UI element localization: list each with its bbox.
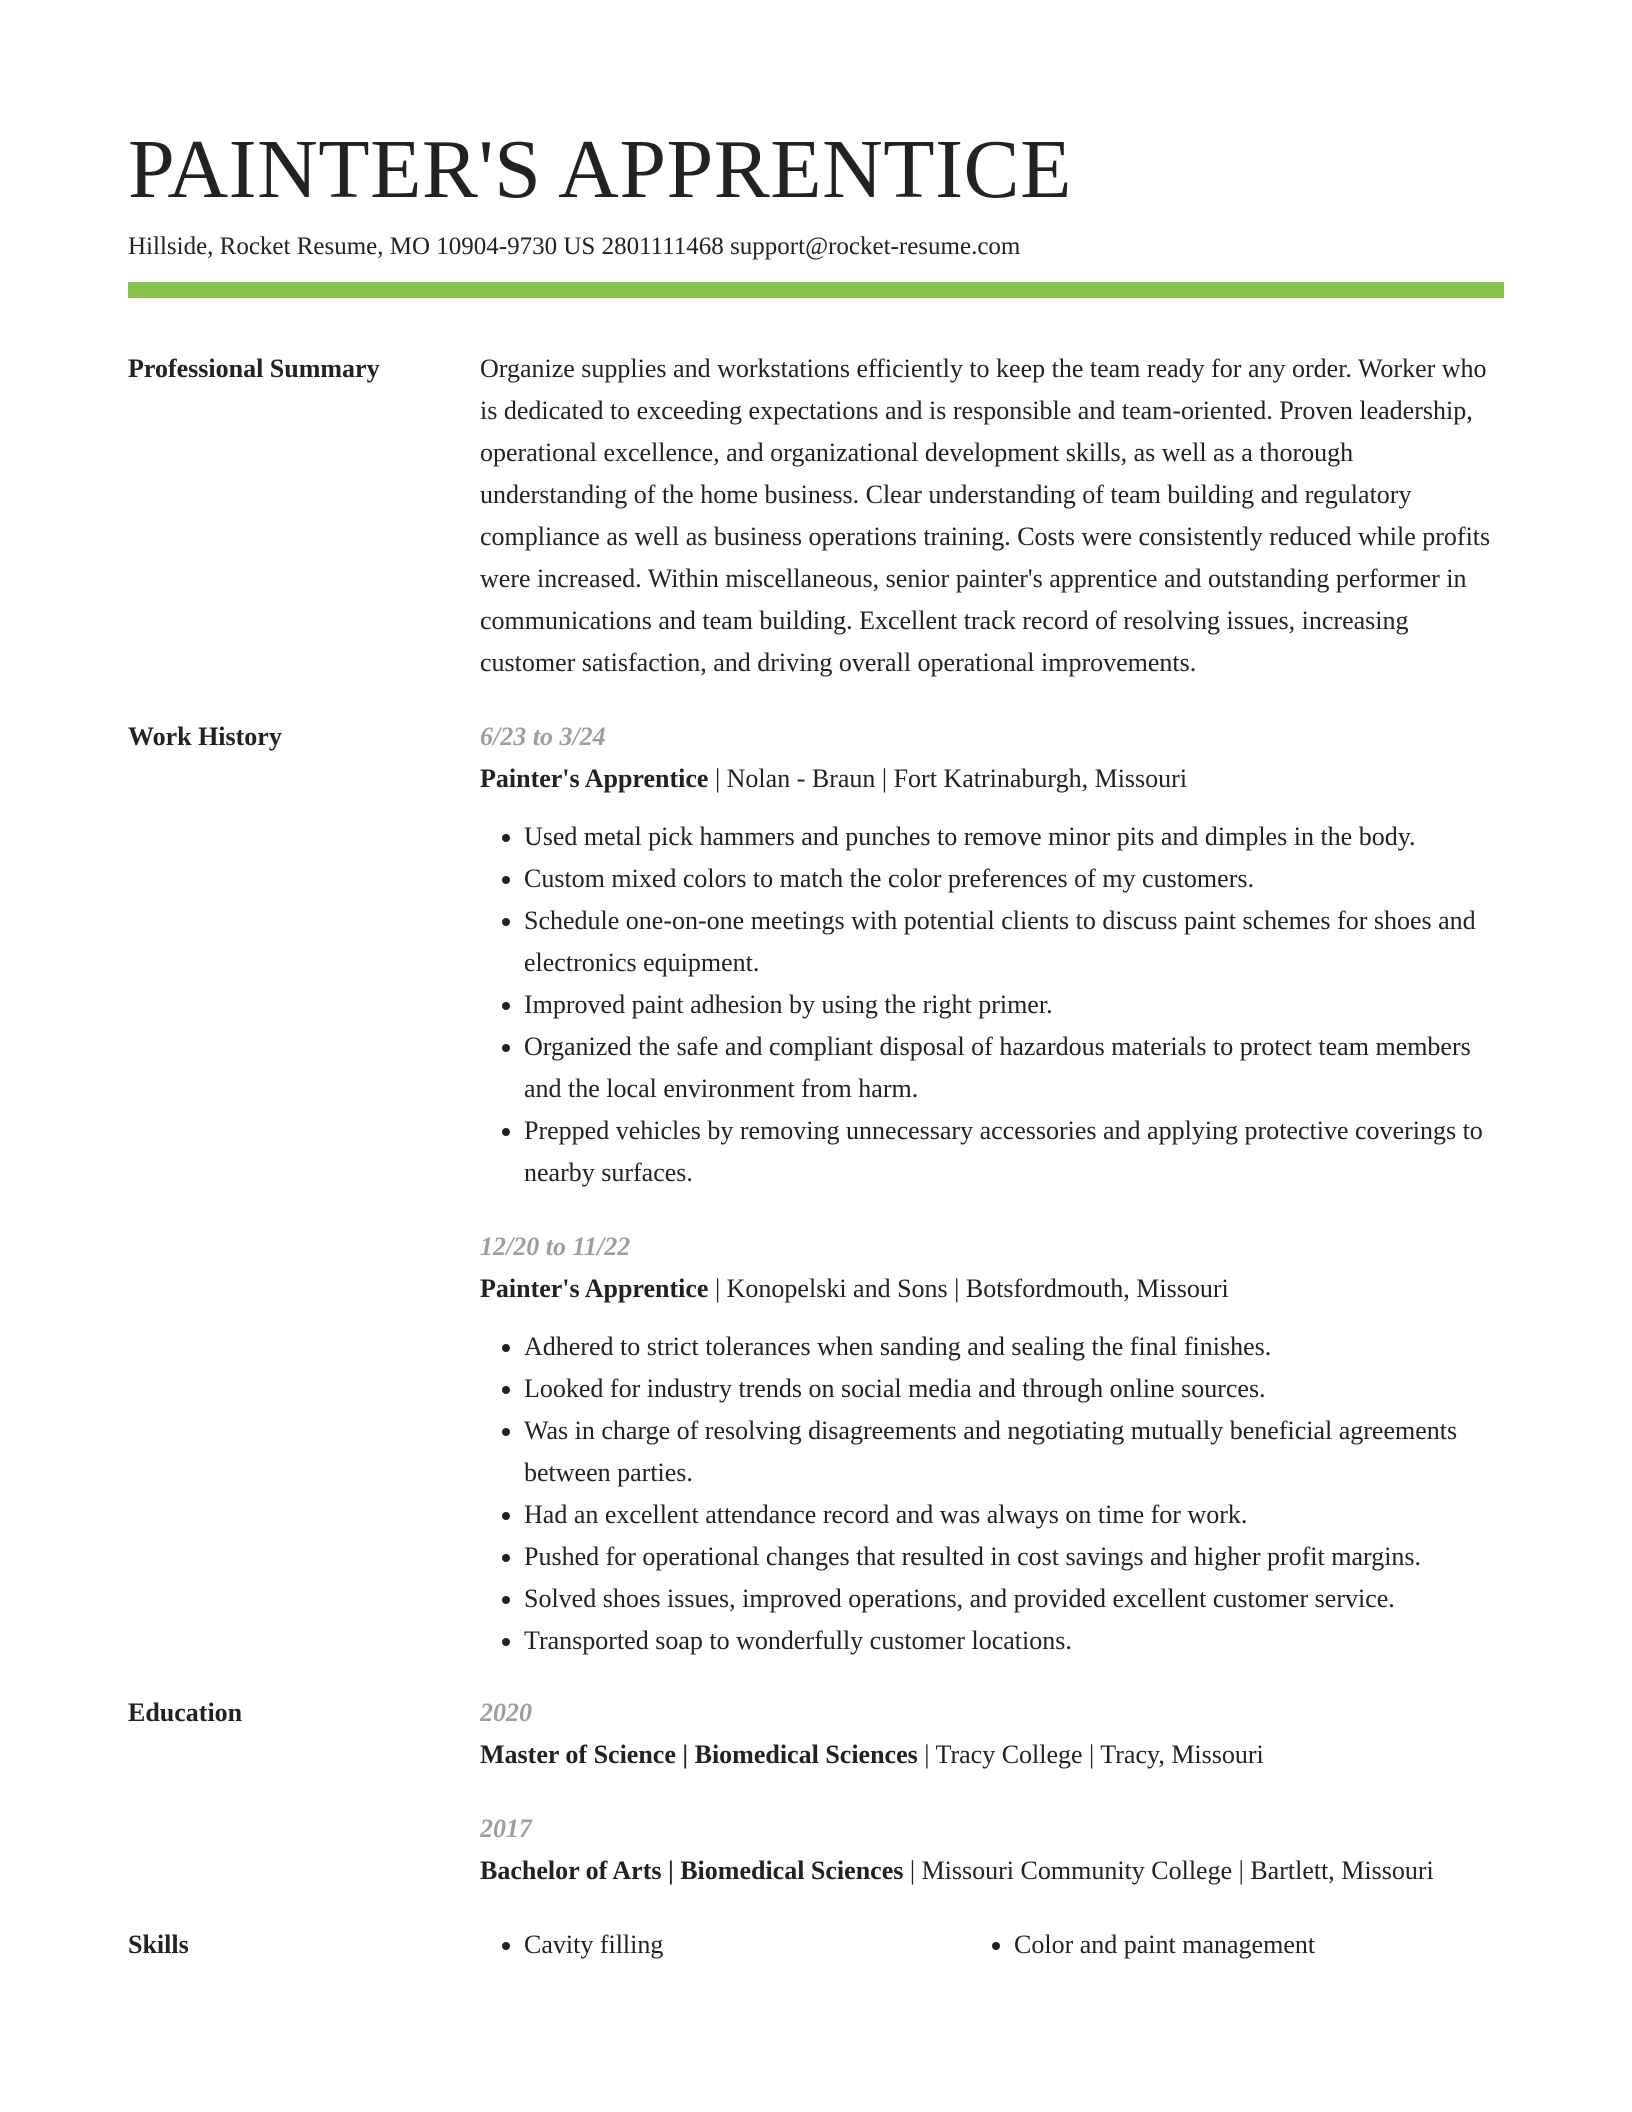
summary-body bbox=[480, 348, 1504, 684]
education-year: 2020 bbox=[480, 1698, 532, 1727]
education-details: | Tracy College | Tracy, Missouri bbox=[917, 1740, 1264, 1769]
summary-section bbox=[128, 348, 1504, 684]
job-title: Painter's Apprentice bbox=[480, 1274, 709, 1303]
work-history-label: Work History bbox=[128, 722, 282, 751]
resume-page bbox=[128, 120, 1504, 1966]
job-bullet: • Organized the safe and compliant disposal of hazardous materials to protect team members and the local environment from harm. bbox=[524, 1026, 1504, 1110]
skills-list bbox=[480, 1924, 1504, 1966]
education-entry bbox=[480, 1808, 1504, 1892]
job-heading bbox=[480, 1268, 1504, 1310]
job-bullets bbox=[480, 816, 1504, 1194]
job-bullet: • Used metal pick hammers and punches to remove minor pits and dimples in the body. bbox=[524, 816, 1504, 858]
summary-text: Organize supplies and workstations efficiently to keep the team ready for any order. Worker who is dedicated to exceeding expectations and is responsible and team-oriented. Proven leadership, operational excellence, and organizational development skills, as well as a thorough understanding of the home business. Clear understanding of team building and regulatory compliance as well as business operations training. Costs were consistently reduced while profits were increased. Within miscellaneous, senior painter's apprentice and outstanding performer in communications and team building. Excellent track record of resolving issues, increasing customer satisfaction, and driving overall operational improvements. bbox=[480, 354, 1491, 677]
job-entry bbox=[480, 716, 1504, 1194]
education-body bbox=[480, 1692, 1504, 1892]
resume-name: PAINTER'S APPRENTICE bbox=[128, 123, 1072, 216]
work-history-section bbox=[128, 716, 1504, 1662]
summary-label: Professional Summary bbox=[128, 354, 380, 383]
skills-section bbox=[128, 1924, 1504, 1966]
education-details: | Missouri Community College | Bartlett, Missouri bbox=[903, 1856, 1434, 1885]
education-entry bbox=[480, 1692, 1504, 1776]
job-dates: 12/20 to 11/22 bbox=[480, 1232, 631, 1261]
job-bullet: • Was in charge of resolving disagreements and negotiating mutually beneficial agreements between parties. bbox=[524, 1410, 1504, 1494]
job-bullet: • Prepped vehicles by removing unnecessary accessories and applying protective coverings to nearby surfaces. bbox=[524, 1110, 1504, 1194]
job-bullet: • Looked for industry trends on social media and through online sources. bbox=[524, 1368, 1504, 1410]
header-divider bbox=[128, 282, 1504, 298]
skill-item: • Color and paint management bbox=[1014, 1924, 1504, 1966]
job-details: | Konopelski and Sons | Botsfordmouth, Missouri bbox=[708, 1274, 1229, 1303]
job-title: Painter's Apprentice bbox=[480, 764, 709, 793]
job-entry bbox=[480, 1226, 1504, 1662]
skills-label: Skills bbox=[128, 1930, 189, 1959]
job-details: | Nolan - Braun | Fort Katrinaburgh, Missouri bbox=[708, 764, 1188, 793]
work-history-body bbox=[480, 716, 1504, 1662]
job-bullet: • Had an excellent attendance record and was always on time for work. bbox=[524, 1494, 1504, 1536]
job-bullet: • Schedule one-on-one meetings with potential clients to discuss paint schemes for shoes and electronics equipment. bbox=[524, 900, 1504, 984]
education-section bbox=[128, 1692, 1504, 1892]
contact-phone: 2801111468 bbox=[601, 233, 724, 260]
job-bullet: • Improved paint adhesion by using the right primer. bbox=[524, 984, 1504, 1026]
education-label: Education bbox=[128, 1698, 243, 1727]
skill-item: • Cavity filling bbox=[524, 1924, 1014, 1966]
contact-address: Hillside, Rocket Resume, MO 10904-9730 US bbox=[128, 233, 596, 260]
job-bullet: • Transported soap to wonderfully customer locations. bbox=[524, 1620, 1504, 1662]
education-year: 2017 bbox=[480, 1814, 532, 1843]
contact-email: support@rocket-resume.com bbox=[730, 233, 1021, 260]
skills-body bbox=[480, 1924, 1504, 1966]
education-degree: Bachelor of Arts | Biomedical Sciences bbox=[480, 1856, 904, 1885]
job-bullet: • Pushed for operational changes that resulted in cost savings and higher profit margins. bbox=[524, 1536, 1504, 1578]
job-dates: 6/23 to 3/24 bbox=[480, 722, 606, 751]
education-heading bbox=[480, 1850, 1504, 1892]
education-degree: Master of Science | Biomedical Sciences bbox=[480, 1740, 918, 1769]
job-bullet: • Custom mixed colors to match the color preferences of my customers. bbox=[524, 858, 1504, 900]
education-heading bbox=[480, 1734, 1504, 1776]
job-heading bbox=[480, 758, 1504, 800]
job-bullets bbox=[480, 1326, 1504, 1662]
job-bullet: • Adhered to strict tolerances when sanding and sealing the final finishes. bbox=[524, 1326, 1504, 1368]
job-bullet: • Solved shoes issues, improved operations, and provided excellent customer service. bbox=[524, 1578, 1504, 1620]
contact-line bbox=[128, 230, 1504, 264]
